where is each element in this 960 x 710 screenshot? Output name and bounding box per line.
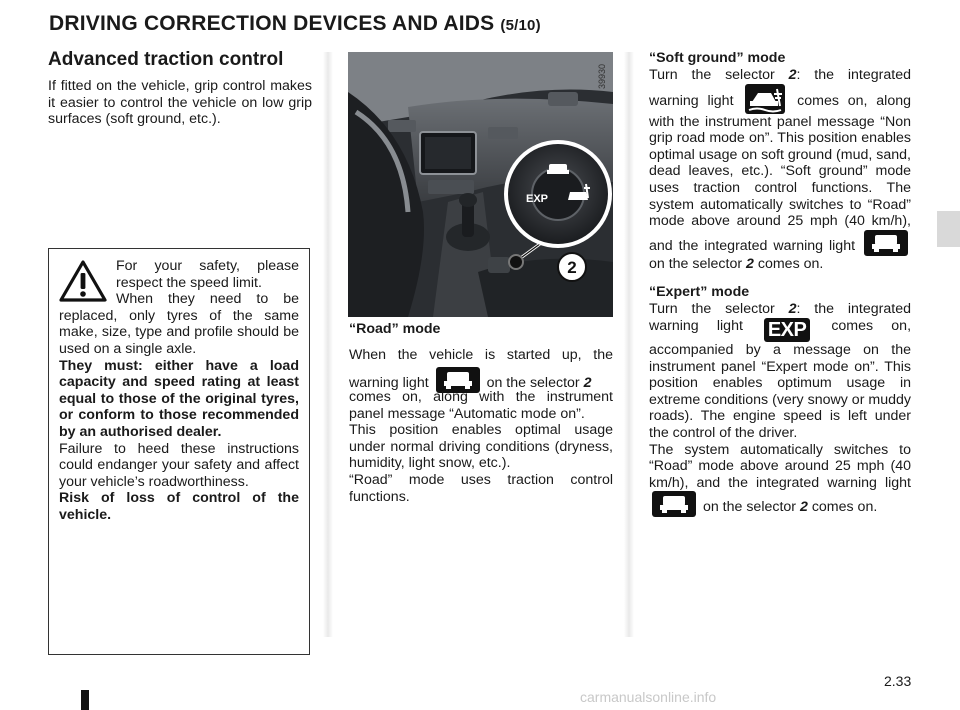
page-part-indicator: (5/10) xyxy=(500,17,541,34)
corner-mark xyxy=(81,690,89,710)
expert-mode-p2-c: comes on. xyxy=(811,499,878,516)
callout-number: 2 xyxy=(567,258,577,277)
expert-mode-p1 xyxy=(649,301,911,441)
soft-mode-p1-e: comes on. xyxy=(757,255,824,272)
soft-mode-p1-a: Turn the selector xyxy=(649,67,775,83)
selector-ref: 2 xyxy=(799,499,808,516)
expert-mode-p2-b: on the selector xyxy=(702,499,797,516)
warning-loss-control: Risk of loss of control of the vehicle. xyxy=(59,490,299,523)
expert-mode-p2 xyxy=(649,442,911,518)
column-divider-left xyxy=(323,52,333,637)
watermark: carmanualsonline.info xyxy=(580,689,717,705)
page-title-text: DRIVING CORRECTION DEVICES AND AIDS xyxy=(49,12,495,35)
expert-mode-p1-b: : the integrated warning light xyxy=(649,301,911,334)
expert-mode-p1-c: comes on, accompanied by a message on the instrument panel “Expert mode on”. This position enables optimum usage in extreme conditions (very snowy or muddy roads). The engine speed is left under the control of the driver. xyxy=(649,317,912,441)
road-mode-p2: This position enables optimal usage under normal driving conditions (dryness, humidity, light snow, etc.). xyxy=(349,422,613,472)
safety-warning-box xyxy=(48,248,310,655)
road-mode-p3: “Road” mode uses traction control functions. xyxy=(349,471,613,505)
road-mode-heading: “Road” mode xyxy=(349,321,441,337)
warning-text xyxy=(59,258,299,524)
soft-mode-p1-b: : the integrated warning light xyxy=(649,67,911,109)
warning-tyres-replacement: When they need to be replaced, only tyres of the same make, size, type and profile should be used on a single axle. xyxy=(59,291,299,357)
selector-ref: 2 xyxy=(583,375,592,391)
dashboard-illustration xyxy=(348,52,613,317)
road-mode-p1-c: comes on, along with the instrument panel message “Automatic mode on”. xyxy=(349,389,613,422)
section-tab xyxy=(937,211,960,247)
selector-ref: 2 xyxy=(788,67,797,83)
dial-exp-label: EXP xyxy=(526,193,549,205)
car-soft-ground-icon xyxy=(745,84,785,114)
soft-mode-p1-c: comes on, along with the instrument panel message “Non grip road mode on”. This position enables optimal usage on soft ground (mud, sand, dead leaves, etc.). “Soft ground” mode uses traction control functions. The system automatically switches to “Road” mode above around 25 mph (40 km/h), and the integrated warning light xyxy=(649,92,911,254)
warning-load-capacity: They must: either have a load capacity and speed rating at least equal to those of the original tyres, or conform to those recommended by an authorised dealer. xyxy=(59,357,299,440)
intro-paragraph: If fitted on the vehicle, grip control makes it easier to control the vehicle on low grip surfaces (soft ground, etc.). xyxy=(48,78,312,128)
page-title xyxy=(49,12,541,36)
road-mode-p1 xyxy=(349,343,613,395)
soft-mode-heading: “Soft ground” mode xyxy=(649,50,786,66)
road-mode-p1-b: on the selector xyxy=(486,375,580,391)
dashboard-photo xyxy=(348,52,613,317)
expert-mode-heading: “Expert” mode xyxy=(649,284,750,301)
warning-consequence: Failure to heed these instructions could endanger your safety and affect your vehicle’s roadworthiness. xyxy=(59,440,299,490)
exp-icon: EXP xyxy=(764,318,810,342)
selector-ref: 2 xyxy=(746,255,754,272)
page-number: 2.33 xyxy=(884,673,912,689)
column-divider-right xyxy=(624,52,634,637)
soft-expert-column xyxy=(649,50,911,517)
expert-mode-p1-a: Turn the selector xyxy=(649,301,775,318)
dial-road-icon xyxy=(547,164,569,174)
warning-speed: For your safety, please respect the speed limit. xyxy=(116,258,299,291)
road-mode-column xyxy=(349,321,613,505)
expert-mode-p2-a: The system automatically switches to “Road” mode above around 25 mph (40 km/h), and the integrated warning light xyxy=(649,441,911,491)
road-mode-p1-a: When the vehicle is started up, the warning light xyxy=(349,347,613,391)
photo-reference-code: 39930 xyxy=(597,63,607,89)
selector-ref: 2 xyxy=(788,301,797,318)
section-title: Advanced traction control xyxy=(48,49,284,70)
soft-mode-p1-d: on the selector xyxy=(649,255,743,272)
soft-mode-p1 xyxy=(649,67,911,272)
car-road-icon xyxy=(864,230,908,256)
car-road-icon xyxy=(652,491,696,517)
